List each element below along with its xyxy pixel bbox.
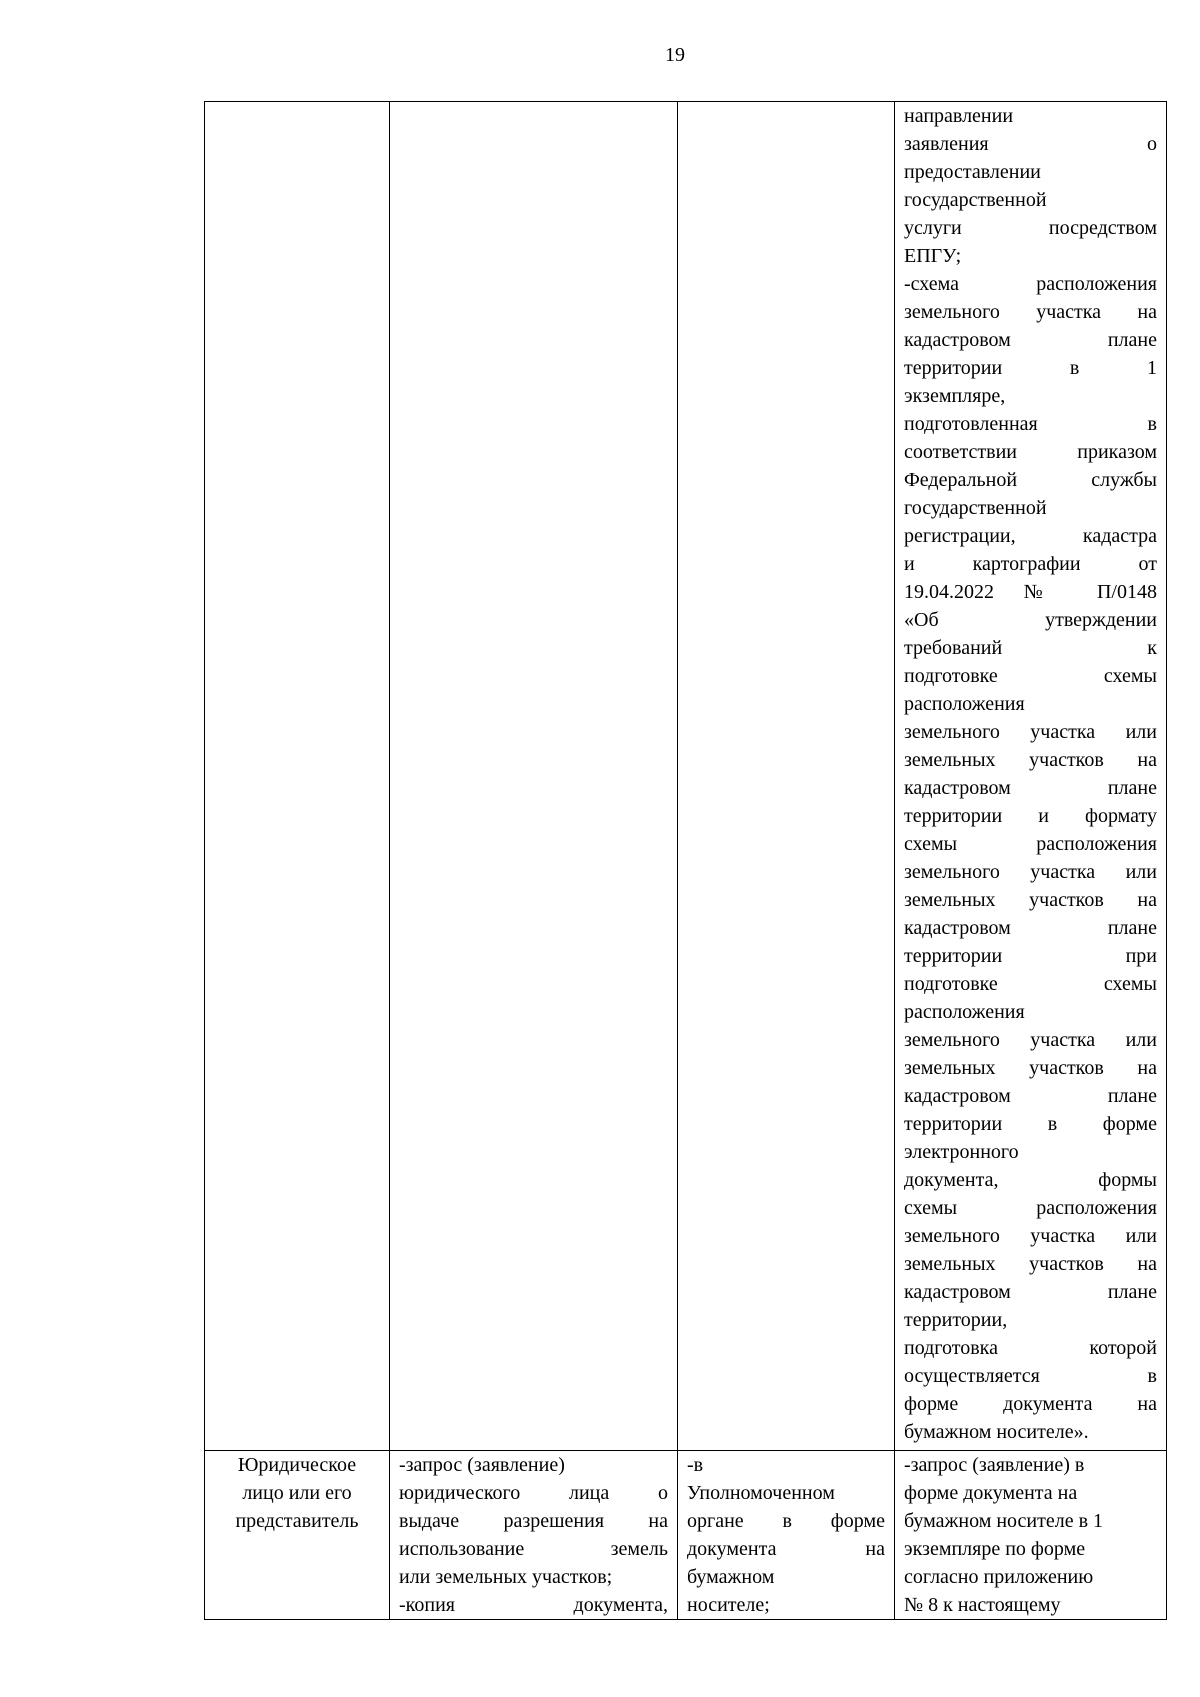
text-line: государственной (904, 497, 1047, 519)
text-line: территории, (904, 1309, 1008, 1331)
text-line: экземпляре по форме (904, 1538, 1086, 1560)
text-line: земельного участка или (904, 861, 1157, 883)
text-line: «Об утверждении (904, 609, 1157, 631)
text-line: территории в 1 (904, 357, 1157, 379)
table-row (205, 102, 1167, 1451)
text-line: схемы расположения (904, 833, 1157, 855)
row1-requirements-cell (895, 102, 1167, 1451)
text-line: подготовленная в (904, 413, 1157, 435)
text-line: территории и формату (904, 805, 1157, 827)
text-line: согласно приложению (904, 1566, 1094, 1588)
text-line: услуги посредством (904, 217, 1157, 239)
row1-method-cell (678, 102, 895, 1451)
text-line: подготовка которой (904, 1337, 1157, 1359)
text-line: требований к (904, 637, 1157, 659)
text-line: кадастровом плане (904, 329, 1157, 351)
text-line: -запрос (заявление) в (904, 1454, 1085, 1476)
text-line: Юридическое (237, 1454, 357, 1476)
text-line: кадастровом плане (904, 777, 1157, 799)
text-line: документа на (687, 1538, 885, 1560)
row1-applicant-cell (205, 102, 390, 1451)
row2-requirements-cell (895, 1451, 1167, 1620)
services-table (204, 101, 1167, 1620)
text-line: юридического лица о (399, 1482, 668, 1504)
text-line: кадастровом плане (904, 1085, 1157, 1107)
text-line: бумажном (687, 1566, 775, 1588)
text-line: экземпляре, (904, 385, 1006, 407)
text-line: кадастровом плане (904, 917, 1157, 939)
text-line: Уполномоченном (687, 1482, 835, 1504)
text-line: земельных участков на (904, 1057, 1157, 1079)
text-line: форме документа на (904, 1393, 1157, 1415)
text-line: регистрации, кадастра (904, 525, 1157, 547)
text-line: использование земель (399, 1538, 668, 1560)
text-line: земельного участка или (904, 721, 1157, 743)
text-line: территории в форме (904, 1113, 1157, 1135)
text-line: заявления о (904, 133, 1157, 155)
text-line: носителе; (687, 1594, 770, 1616)
text-line: -запрос (заявление) (399, 1454, 565, 1476)
row2-documents-cell (390, 1451, 678, 1620)
row2-method-cell (678, 1451, 895, 1620)
row1-documents-cell (390, 102, 678, 1451)
text-line: бумажном носителе». (904, 1421, 1089, 1443)
text-line: земельных участков на (904, 749, 1157, 771)
text-line: расположения (904, 693, 1025, 715)
text-line: форме документа на (904, 1482, 1078, 1504)
text-line: Федеральной службы (904, 469, 1157, 491)
text-line: электронного (904, 1141, 1019, 1163)
text-line: бумажном носителе в 1 (904, 1510, 1104, 1532)
text-line: направлении (904, 105, 1014, 127)
row2-applicant-cell (205, 1451, 390, 1620)
text-line: № 8 к настоящему (904, 1594, 1061, 1616)
text-line: расположения (904, 1001, 1025, 1023)
text-line: и картографии от (904, 553, 1157, 575)
text-line: или земельных участков; (399, 1566, 613, 1588)
text-line: документа, формы (904, 1169, 1157, 1191)
text-line: земельного участка или (904, 1225, 1157, 1247)
text-line: лицо или его (242, 1482, 352, 1504)
text-line: государственной (904, 189, 1047, 211)
text-line: земельных участков на (904, 1253, 1157, 1275)
text-line: 19.04.2022 № П/0148 (904, 581, 1157, 603)
text-line: ЕПГУ; (904, 245, 962, 267)
text-line: осуществляется в (904, 1365, 1157, 1387)
text-line: -копия документа, (399, 1594, 668, 1616)
text-line: схемы расположения (904, 1197, 1157, 1219)
text-line: земельного участка или (904, 1029, 1157, 1051)
text-line: соответствии приказом (904, 441, 1157, 463)
text-line: подготовке схемы (904, 973, 1157, 995)
text-line: территории при (904, 945, 1157, 967)
text-line: -схема расположения (904, 273, 1157, 295)
page-number: 19 (665, 44, 685, 66)
text-line: представитель (235, 1510, 359, 1532)
text-line: кадастровом плане (904, 1281, 1157, 1303)
text-line: предоставлении (904, 161, 1041, 183)
text-line: -в (687, 1454, 704, 1476)
text-line: земельного участка на (904, 301, 1157, 323)
text-line: земельных участков на (904, 889, 1157, 911)
table-row (205, 1451, 1167, 1620)
text-line: выдаче разрешения на (399, 1510, 668, 1532)
text-line: подготовке схемы (904, 665, 1157, 687)
text-line: органе в форме (687, 1510, 885, 1532)
